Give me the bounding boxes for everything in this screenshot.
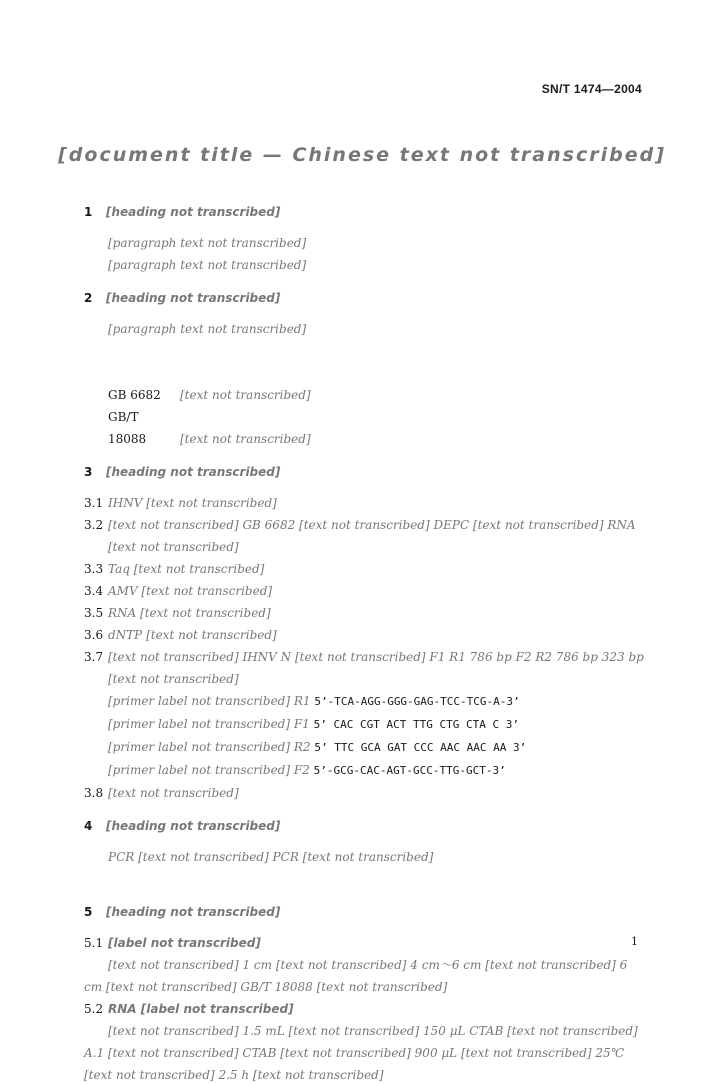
section-3-heading <box>84 460 644 484</box>
clause-item <box>84 514 644 558</box>
clause-item <box>84 558 644 580</box>
primer-sequence: 5’ CAC CGT ACT TTG CTG CTA C 3’ <box>313 718 519 731</box>
subsection-number: 5.2 <box>84 1002 104 1016</box>
clause-number: 3.7 <box>84 650 104 664</box>
clause-text: Taq [text not transcribed] <box>108 562 265 576</box>
clause-number: 3.3 <box>84 562 104 576</box>
clause-text: [text not transcribed] IHNV N [text not transcribed] F1 R1 786 bp F2 R2 786 bp 323 bp [text not transcribed] <box>108 650 644 686</box>
clause-text: dNTP [text not transcribed] <box>108 628 277 642</box>
subsection-paragraph: [text not transcribed] 1 cm [text not transcribed] 4 cm～6 cm [text not transcribed] 6 cm [text not transcribed] GB/T 18088 [text not transcribed] <box>84 958 628 994</box>
section-number: 3 <box>84 465 93 479</box>
standard-code: SN/T 1474—2004 <box>541 82 642 96</box>
reference-title: [text not transcribed] <box>180 388 311 402</box>
section-1-paragraph: [paragraph text not transcribed] <box>108 236 307 250</box>
section-title: [heading not transcribed] <box>106 291 281 305</box>
document-body <box>84 200 644 1082</box>
primer-line <box>84 690 644 713</box>
clause-number: 3.1 <box>84 496 104 510</box>
clause-number: 3.5 <box>84 606 104 620</box>
reference-code: GB/T 18088 <box>108 410 147 446</box>
reference-code: GB 6682 <box>108 388 161 402</box>
subsection-title: [label not transcribed] <box>108 936 261 950</box>
primer-name: [primer label not transcribed] R1 <box>108 694 311 708</box>
primer-name: [primer label not transcribed] R2 <box>108 740 311 754</box>
section-5-heading <box>84 900 644 924</box>
clause-text: [text not transcribed] <box>108 786 239 800</box>
section-1-heading <box>84 200 644 224</box>
normative-reference <box>84 406 644 450</box>
normative-reference <box>84 384 644 406</box>
primer-line <box>84 736 644 759</box>
section-number: 5 <box>84 905 93 919</box>
clause-item <box>84 782 644 804</box>
subsection-number: 5.1 <box>84 936 104 950</box>
clause-number: 3.6 <box>84 628 104 642</box>
subsection-heading <box>84 932 644 954</box>
primer-name: [primer label not transcribed] F2 <box>108 763 310 777</box>
clause-item <box>84 580 644 602</box>
section-number: 2 <box>84 291 93 305</box>
clause-text: IHNV [text not transcribed] <box>108 496 277 510</box>
primer-line <box>84 759 644 782</box>
section-2-heading <box>84 286 644 310</box>
primer-line <box>84 713 644 736</box>
section-title: [heading not transcribed] <box>106 205 281 219</box>
clause-text: AMV [text not transcribed] <box>108 584 273 598</box>
section-number: 4 <box>84 819 93 833</box>
section-title: [heading not transcribed] <box>106 819 281 833</box>
subsection-paragraph: [text not transcribed] 1.5 mL [text not transcribed] 150 μL CTAB [text not transcribed] A.1 [text not transcribed] CTAB [text not transcribed] 900 μL [text not transcribed] 25℃ [text not transcribed] 2.5 h [text not transcribed] <box>84 1024 638 1082</box>
clause-number: 3.4 <box>84 584 104 598</box>
section-title: [heading not transcribed] <box>106 905 281 919</box>
subsection-title: RNA [label not transcribed] <box>108 1002 294 1016</box>
clause-text: RNA [text not transcribed] <box>108 606 271 620</box>
section-1-paragraph: [paragraph text not transcribed] <box>108 258 307 272</box>
clause-item <box>84 492 644 514</box>
section-title: [heading not transcribed] <box>106 465 281 479</box>
subsection-heading <box>84 998 644 1020</box>
clause-text: [text not transcribed] GB 6682 [text not transcribed] DEPC [text not transcribed] RNA [text not transcribed] <box>108 518 636 554</box>
clause-item <box>84 602 644 624</box>
primer-sequence: 5’ TTC GCA GAT CCC AAC AAC AA 3’ <box>314 741 527 754</box>
section-2-paragraph: [paragraph text not transcribed] <box>108 322 307 336</box>
clause-number: 3.8 <box>84 786 104 800</box>
section-number: 1 <box>84 205 93 219</box>
reference-title: [text not transcribed] <box>180 432 311 446</box>
clause-item <box>84 646 644 690</box>
page-number: 1 <box>631 935 638 948</box>
primer-name: [primer label not transcribed] F1 <box>108 717 310 731</box>
primer-sequence: 5’-GCG-CAC-AGT-GCC-TTG-GCT-3’ <box>313 764 506 777</box>
clause-number: 3.2 <box>84 518 104 532</box>
document-title: [document title — Chinese text not transcribed] <box>58 144 666 166</box>
clause-item <box>84 624 644 646</box>
primer-sequence: 5’-TCA-AGG-GGG-GAG-TCC-TCG-A-3’ <box>314 695 520 708</box>
section-4-paragraph: PCR [text not transcribed] PCR [text not transcribed] <box>108 850 434 864</box>
section-4-heading <box>84 814 644 838</box>
